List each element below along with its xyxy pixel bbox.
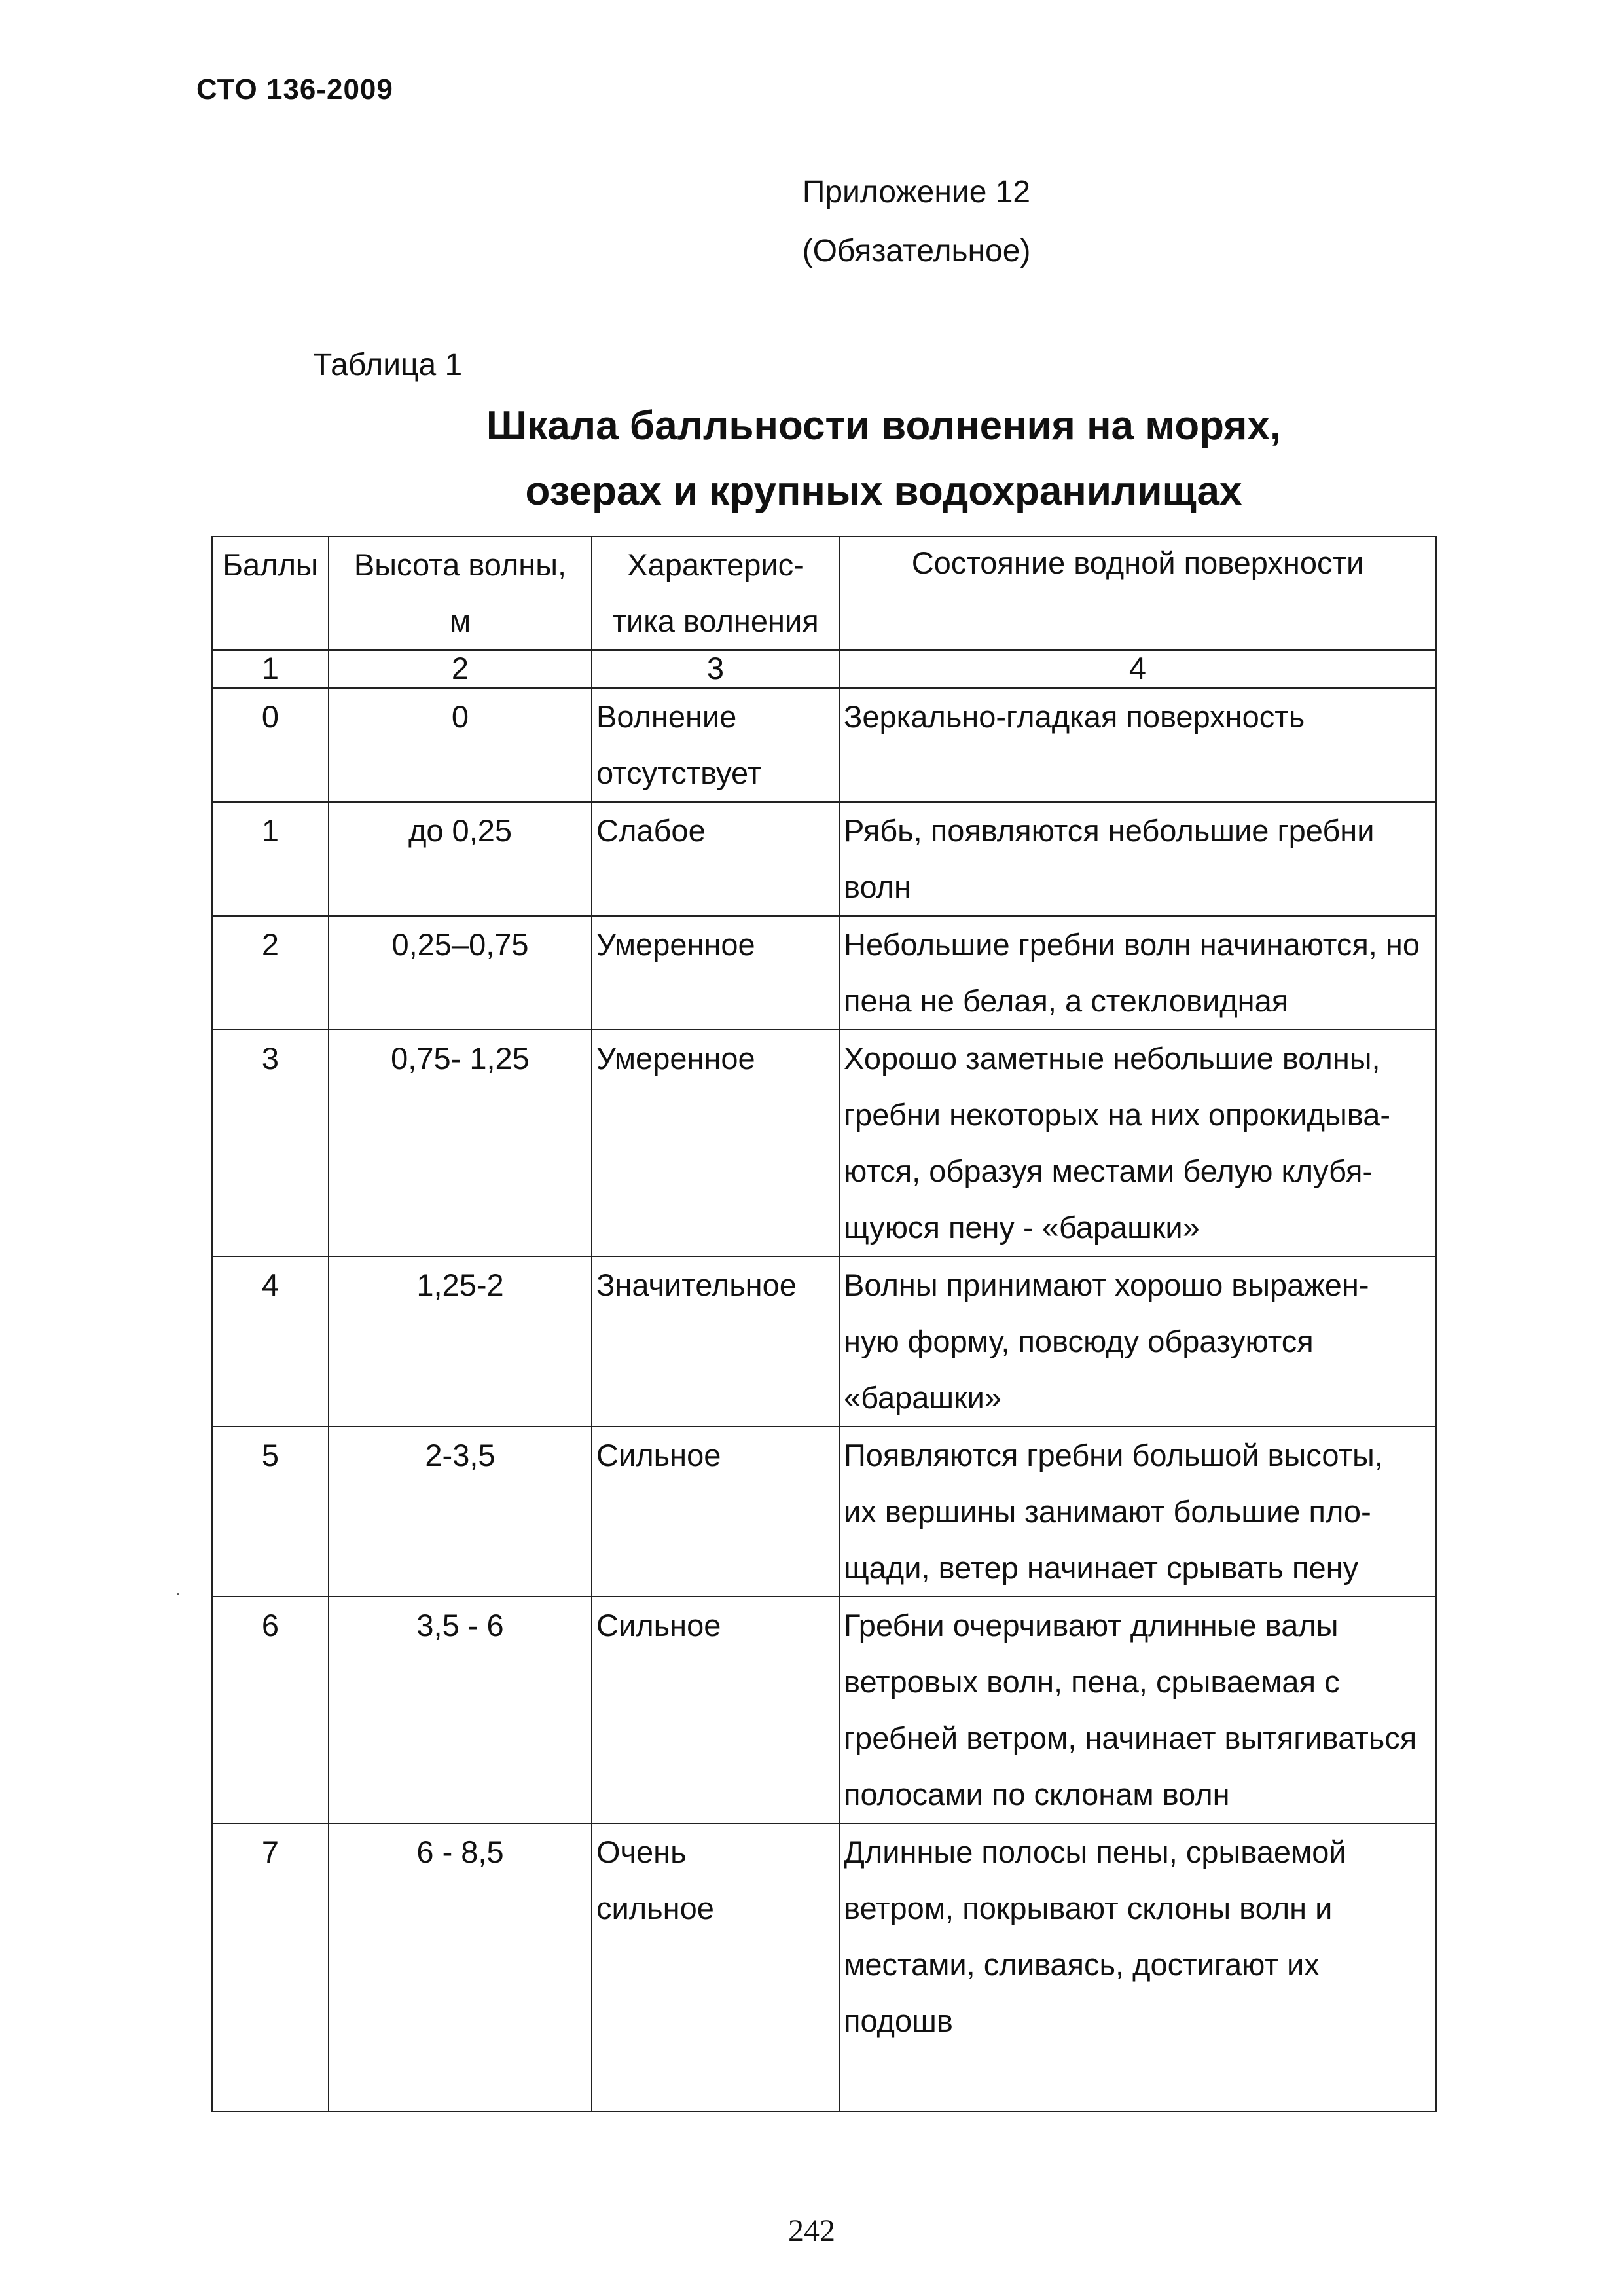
table-label: Таблица 1: [313, 348, 463, 382]
table-row: [212, 1256, 1436, 1427]
wave-scale-table: [211, 536, 1437, 2112]
description-line: Волны принимают хорошо выражен-: [844, 1267, 1369, 1302]
score-cell: 3: [212, 1030, 329, 1256]
character-cell: [592, 1597, 839, 1823]
character-cell: [592, 916, 839, 1030]
height-cell: 0: [329, 688, 592, 802]
description-line: пена не белая, а стекловидная: [844, 983, 1289, 1018]
height-cell: 1,25-2: [329, 1256, 592, 1427]
table-row: [212, 688, 1436, 802]
header-surface-state: Состояние водной поверхности: [839, 536, 1436, 650]
description-line: волн: [844, 869, 911, 904]
description-cell: [839, 1256, 1436, 1427]
description-cell: [839, 1823, 1436, 2111]
height-cell: до 0,25: [329, 802, 592, 916]
column-number: 2: [329, 650, 592, 688]
description-line: местами, сливаясь, достигают их: [844, 1947, 1320, 1982]
table-header-row: [212, 536, 1436, 650]
score-cell: 7: [212, 1823, 329, 2111]
description-line: их вершины занимают большие пло-: [844, 1494, 1371, 1529]
description-line: гребней ветром, начинает вытягиваться: [844, 1721, 1417, 1755]
height-cell: 0,25–0,75: [329, 916, 592, 1030]
description-line: ную форму, повсюду образуются: [844, 1324, 1314, 1358]
appendix-title: Приложение 12: [802, 175, 1031, 210]
description-cell: [839, 1030, 1436, 1256]
height-cell: 3,5 - 6: [329, 1597, 592, 1823]
header-wave-height: [329, 536, 592, 650]
description-line: подошв: [844, 2003, 953, 2038]
description-line: щади, ветер начинает срывать пену: [844, 1550, 1359, 1585]
description-cell: [839, 916, 1436, 1030]
character-line: Очень: [596, 1834, 687, 1869]
table-row: [212, 1823, 1436, 2111]
description-line: Рябь, появляются небольшие гребни: [844, 813, 1375, 848]
description-line: ветром, покрывают склоны волн и: [844, 1891, 1333, 1925]
column-number-row: [212, 650, 1436, 688]
character-cell: [592, 802, 839, 916]
character-cell: [592, 1427, 839, 1597]
header-wave-character-line-2: тика волнения: [612, 604, 819, 638]
character-line: Значительное: [596, 1267, 797, 1302]
description-line: полосами по склонам волн: [844, 1777, 1230, 1812]
score-cell: 0: [212, 688, 329, 802]
description-line: ются, образуя местами белую клубя-: [844, 1154, 1373, 1188]
column-number: 3: [592, 650, 839, 688]
score-cell: 1: [212, 802, 329, 916]
character-line: сильное: [596, 1891, 714, 1925]
description-cell: [839, 1427, 1436, 1597]
description-line: Небольшие гребни волн начинаются, но: [844, 927, 1420, 962]
description-line: щуюся пену - «барашки»: [844, 1210, 1200, 1245]
table-row: [212, 1427, 1436, 1597]
scan-speck: [177, 1593, 179, 1595]
description-line: «барашки»: [844, 1380, 1002, 1415]
table-row: [212, 1030, 1436, 1256]
description-line: Появляются гребни большой высоты,: [844, 1438, 1383, 1472]
character-cell: [592, 1823, 839, 2111]
description-line: Хорошо заметные небольшие волны,: [844, 1041, 1380, 1076]
character-line: Сильное: [596, 1438, 721, 1472]
character-line: Сильное: [596, 1608, 721, 1643]
header-wave-height-line-2: м: [449, 604, 471, 638]
table-row: [212, 916, 1436, 1030]
description-cell: [839, 1597, 1436, 1823]
description-line: Зеркально-гладкая поверхность: [844, 699, 1305, 734]
column-number: 1: [212, 650, 329, 688]
score-cell: 6: [212, 1597, 329, 1823]
header-wave-height-line-1: Высота волны,: [353, 547, 567, 582]
description-line: гребни некоторых на них опрокидыва-: [844, 1097, 1391, 1132]
score-cell: 4: [212, 1256, 329, 1427]
character-line: отсутствует: [596, 756, 762, 790]
column-number: 4: [839, 650, 1436, 688]
page-number: 242: [788, 2214, 835, 2248]
height-cell: 2-3,5: [329, 1427, 592, 1597]
table-row: [212, 802, 1436, 916]
description-line: Гребни очерчивают длинные валы: [844, 1608, 1339, 1643]
description-line: Длинные полосы пены, срываемой: [844, 1834, 1346, 1869]
character-line: Слабое: [596, 813, 706, 848]
appendix-status: (Обязательное): [802, 234, 1031, 268]
score-cell: 2: [212, 916, 329, 1030]
header-wave-character: [592, 536, 839, 650]
character-line: Умеренное: [596, 1041, 755, 1076]
character-line: Волнение: [596, 699, 737, 734]
document-code: СТО 136-2009: [196, 73, 393, 105]
height-cell: 0,75- 1,25: [329, 1030, 592, 1256]
header-wave-character-line-1: Характерис-: [627, 547, 804, 582]
description-line: ветровых волн, пена, срываемая с: [844, 1664, 1340, 1699]
character-line: Умеренное: [596, 927, 755, 962]
header-score: Баллы: [212, 536, 329, 650]
character-cell: [592, 1030, 839, 1256]
character-cell: [592, 688, 839, 802]
table-title-line-1: Шкала балльности волнения на морях,: [486, 403, 1282, 448]
character-cell: [592, 1256, 839, 1427]
description-cell: [839, 688, 1436, 802]
table-title-line-2: озерах и крупных водохранилищах: [525, 469, 1242, 514]
score-cell: 5: [212, 1427, 329, 1597]
table-row: [212, 1597, 1436, 1823]
height-cell: 6 - 8,5: [329, 1823, 592, 2111]
description-cell: [839, 802, 1436, 916]
